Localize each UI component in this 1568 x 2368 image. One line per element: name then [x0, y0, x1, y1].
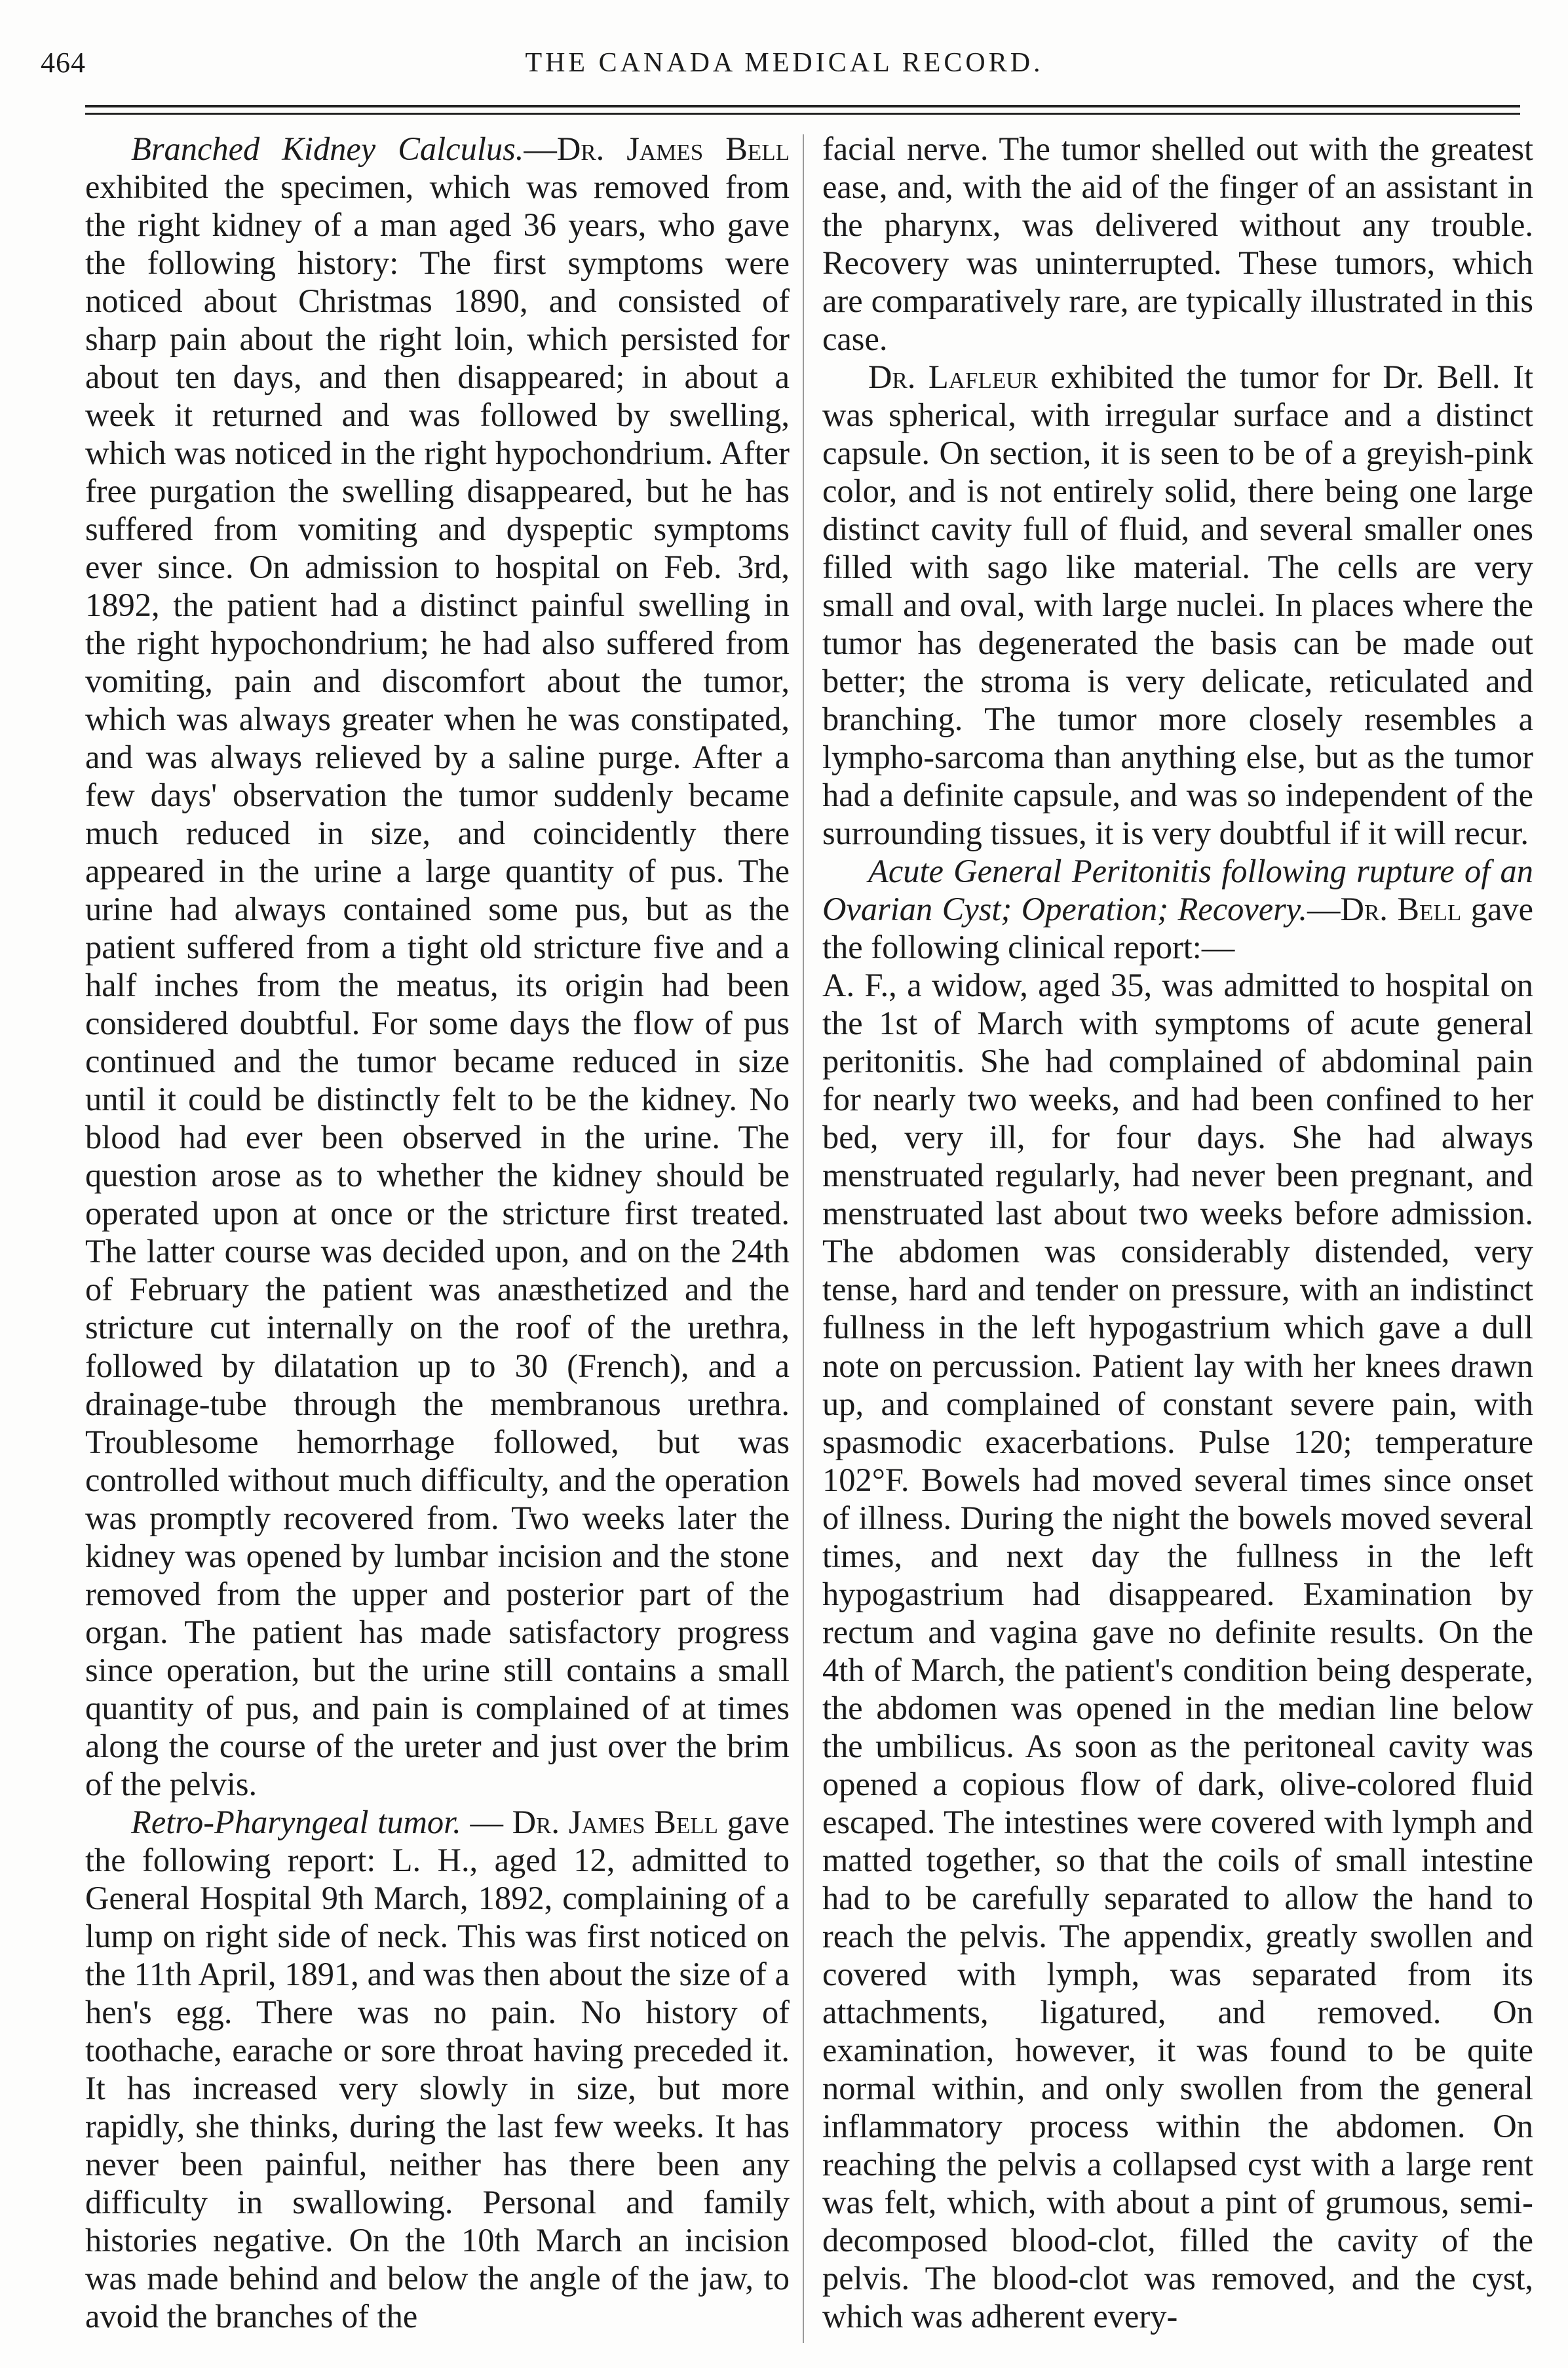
section-heading-peritonitis: Acute General Peritonitis following rupture of an Ovarian Cyst; Operation; Recovery. — [822, 853, 1533, 928]
speaker-name: Dr. James Bell — [512, 1803, 719, 1840]
speaker-name: Dr. James Bell — [556, 130, 790, 167]
kidney-calculus-paragraph — [85, 130, 790, 1803]
paragraph-text: gave the following clinical report:— — [822, 891, 1533, 966]
heading-dash: — — [461, 1803, 512, 1840]
header-rule-thin — [85, 113, 1520, 115]
paragraph-text: gave the following report: L. H., aged 12, admitted to General Hospital 9th March, 1892, complaining of a lump on right side of neck. This was first noticed on the 11th April, 1891, and was then about the size of a hen's egg. There was no pain. No history of toothache, earache or sore throat having preceded it. It has increased very slowly in size, but more rapidly, she thinks, during the last few weeks. It has never been painful, neither has there been any difficulty in swallowing. Personal and family histories negative. On the 10th March an incision was made behind and below the angle of the jaw, to avoid the branches of the — [85, 1803, 790, 2335]
retro-pharyngeal-paragraph — [85, 1803, 790, 2335]
running-title: THE CANADA MEDICAL RECORD. — [525, 48, 1044, 78]
column-divider — [803, 134, 804, 2343]
section-heading-retro-pharyngeal: Retro-Pharyngeal tumor. — [131, 1803, 461, 1840]
peritonitis-report-paragraph: A. F., a widow, aged 35, was admitted to hospital on the 1st of March with symptoms of acute general peritonitis. She had complained of abdominal pain for nearly two weeks, and had been confined to her bed, very ill, for four days. She had always menstruated regularly, had never been pregnant, and menstruated last about two weeks before admission. The abdomen was considerably distended, very tense, hard and tender on pressure, with an indistinct fullness in the left hypogastrium which gave a dull note on percussion. Patient lay with her knees drawn up, and complained of constant severe pain, with spasmodic exacerbations. Pulse 120; temperature 102°F. Bowels had moved several times since onset of illness. During the night the bowels moved several times, and next day the fullness in the left hypogastrium had disappeared. Examination by rectum and vagina gave no definite results. On the 4th of March, the patient's condition being desperate, the abdomen was opened in the median line below the umbilicus. As soon as the peritoneal cavity was opened a copious flow of dark, olive-colored fluid escaped. The intestines were covered with lymph and matted together, so that the coils of small intestine had to be carefully separated to allow the hand to reach the pelvis. The appendix, greatly swollen and covered with lymph, was separated from its attachments, ligatured, and removed. On examination, however, it was found to be quite normal within, and only swollen from the general inflammatory process within the abdomen. On reaching the pelvis a collapsed cyst with a large rent was felt, which, with about a pint of grumous, semi-decomposed blood-clot, filled the cavity of the pelvis. The blood-clot was removed, and the cyst, which was adherent every- — [822, 967, 1533, 2335]
heading-dash: — — [1307, 891, 1341, 928]
left-column — [85, 130, 790, 2352]
header-rule-thick — [85, 105, 1520, 107]
retro-pharyngeal-continued: facial nerve. The tumor shelled out with the greatest ease, and, with the aid of the finger of an assistant in the pharynx, was delivered without any trouble. Recovery was uninterrupted. These tumors, which are comparatively rare, are typically illustrated in this case. — [822, 130, 1533, 358]
heading-dash: — — [524, 130, 557, 167]
paragraph-text: exhibited the specimen, which was removed from the right kidney of a man aged 36 years, who gave the following history: The first symptoms were noticed about Christmas 1890, and consisted of sharp pain about the right loin, which persisted for about ten days, and then disappeared; in about a week it returned and was followed by swelling, which was noticed in the right hypochondrium. After free purgation the swelling disappeared, but he has suffered from vomiting and dyspeptic symptoms ever since. On admission to hospital on Feb. 3rd, 1892, the patient had a distinct painful swelling in the right hypochondrium; he had also suffered from vomiting, pain and discomfort about the tumor, which was always greater when he was constipated, and was always relieved by a saline purge. After a few days' observation the tumor suddenly became much reduced in size, and coincidently there appeared in the urine a large quantity of pus. The urine had always contained some pus, but as the patient suffered from a tight old stricture five and a half inches from the meatus, its origin had been considered doubtful. For some days the flow of pus continued and the tumor became reduced in size until it could be distinctly felt to be the kidney. No blood had ever been observed in the urine. The question arose as to whether the kidney should be operated upon at once or the stricture first treated. The latter course was decided upon, and on the 24th of February the patient was anæsthetized and the stricture cut internally on the roof of the urethra, followed by dilatation up to 30 (French), and a drainage-tube through the membranous urethra. Troublesome hemorrhage followed, but was controlled without much difficulty, and the operation was promptly recovered from. Two weeks later the kidney was opened by lumbar incision and the stone removed from the upper and posterior part of the organ. The patient has made satisfactory progress since operation, but the urine still contains a small quantity of pus, and pain is complained of at times along the course of the ureter and just over the brim of the pelvis. — [85, 168, 790, 1802]
peritonitis-intro-paragraph — [822, 852, 1533, 966]
speaker-name: Dr. Bell — [1340, 891, 1462, 928]
speaker-name: Dr. Lafleur — [868, 359, 1038, 396]
right-column — [822, 130, 1533, 2352]
section-heading-kidney-calculus: Branched Kidney Calculus. — [131, 130, 524, 167]
page-header — [41, 37, 1528, 89]
lafleur-paragraph — [822, 358, 1533, 852]
page-number: 464 — [41, 47, 86, 79]
paragraph-text: exhibited the tumor for Dr. Bell. It was spherical, with irregular surface and a distinct capsule. On section, it is seen to be of a greyish-pink color, and is not entirely solid, there being one large distinct cavity full of fluid, and several smaller ones filled with sago like material. The cells are very small and oval, with large nuclei. In places where the tumor has degenerated the basis can be made out better; the stroma is very delicate, reticulated and branching. The tumor more closely resembles a lympho-sarcoma than anything else, but as the tumor had a definite capsule, and was so independent of the surrounding tissues, it is very doubtful if it will recur. — [822, 359, 1533, 852]
